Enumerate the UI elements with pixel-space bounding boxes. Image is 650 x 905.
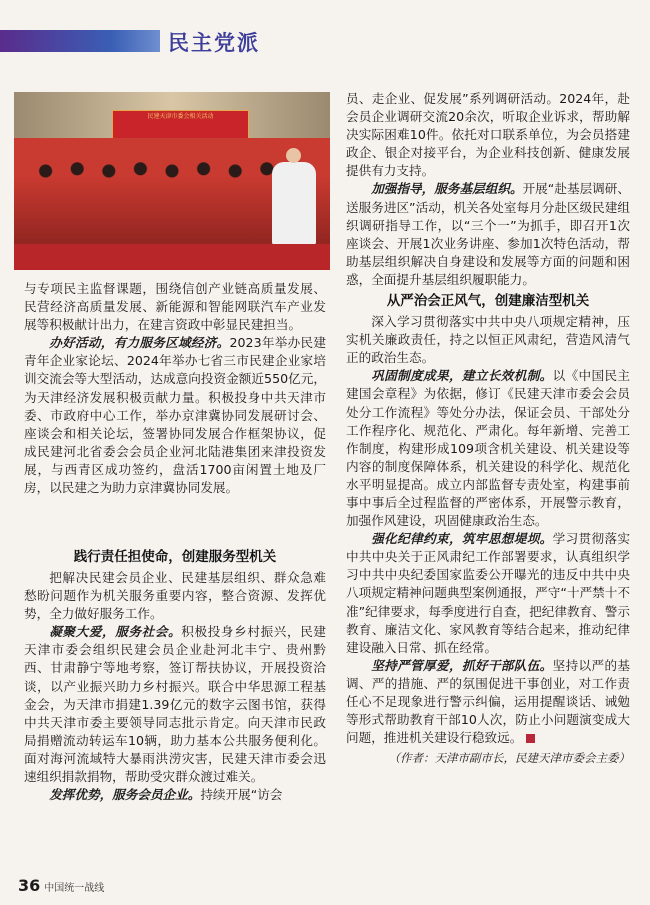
paragraph-lead: 强化纪律约束，筑牢思想堤坝。 [371,531,553,547]
left-column-bottom [24,545,326,804]
paragraph: 员、走企业、促发展”系列调研活动。2024年，赴会员企业调研交流20余次，听取企业诉求，帮助解决实际困难10件。依托对口联系单位，为会员搭建政企、银企对接平台，为企业科技创新、健康发展提供有力支持。 [346,91,630,179]
page-number: 36 [18,876,41,895]
paragraph: 把解决民建会员企业、民建基层组织、群众急难愁盼问题作为机关服务重要内容，整合资源、发挥优势，全力做好服务工作。 [24,570,326,622]
author-signature: （作者：天津市副市长，民建天津市委会主委） [388,751,630,766]
paragraph: 强化纪律约束，筑牢思想堤坝。学习贯彻落实中共中央关于正风肃纪工作部署要求，认真组织学习中共中央纪委国家监委公开曝光的违反中共中央八项规定精神问题典型案例通报，严守“十严禁十不准”纪律要求，每季度进行自查，把纪律教育、警示教育、廉洁文化、家风教育等结合起来，推动纪律建设融入日常、抓在经常。 [346,531,631,655]
paragraph: 深入学习贯彻落实中共中央八项规定精神，压实机关廉政责任，持之以恒正风肃纪，营造风清气正的政治生态。 [346,314,630,366]
paragraph: 巩固制度成果，建立长效机制。以《中国民主建国会章程》为依据，修订《民建天津市委会会员处分工作流程》等处分办法，保证会员、干部处分工作程序化、规范化、严肃化。每年新增、完善工作制度，构建形成109项含机关建设、机关建设等内容的制度保障体系，机关建设的科学化、规范化水平明显提高。成立内部监督专责处室，构建事前事中事后全过程监督的严密体系，开展警示教育，加强作风建设，巩固健康政治生态。 [346,368,631,529]
end-mark-icon [526,734,535,743]
right-column [346,90,630,767]
section-title: 民主党派 [168,31,260,55]
paragraph: 发挥优势，服务会员企业。持续开展“访会 [49,787,283,803]
left-column-top [24,280,326,497]
paragraph: 凝聚大爱，服务社会。积极投身乡村振兴，民建天津市委会组织民建会员企业赴河北丰宁、贵州黔西、甘肃静宁等地考察，签订帮扶协议，开展投资洽谈，以产业振兴助力乡村振兴。联合中华思源工程基金会，为天津市捐建1.39亿元的数字云图书馆，获得中共天津市委主要领导同志批示肯定。向天津市民政局捐赠流动转运车10辆，助力基本公共服务便利化。面对海河流域特大暴雨洪涝灾害，民建天津市委会迅速组织捐款捐物，帮助受灾群众渡过难关。 [24,624,326,785]
paragraph: 与专项民主监督课题，围绕信创产业链高质量发展、民营经济高质量发展、新能源和智能网联汽车产业发展等积极献计出力，在建言资政中彰显民建担当。 [24,281,326,333]
paragraph: 坚持严管厚爱，抓好干部队伍。坚持以严的基调、严的措施、严的氛围促进干事创业，对工作责任心不足现象进行警示纠偏，运用提醒谈话、诫勉等形式帮助教育干部10人次，防止小问题演变成大问题，推进机关建设行稳致远。 [346,657,631,746]
paragraph-lead: 发挥优势，服务会员企业。 [49,787,201,803]
paragraph-lead: 坚持严管厚爱，抓好干部队伍。 [371,657,553,673]
photo-seated-guest [272,162,316,246]
paragraph: 办好活动，有力服务区域经济。2023年举办民建青年企业家论坛、2024年举办七省三市民建企业家培训交流会等大型活动，达成意向投资金额近550亿元，为天津经济发展积极贡献力量。积极投身中共天津市委、市政府中心工作，举办京津冀协同发展研讨会、座谈会和相关论坛，签署协同发展合作框架协议，促成民建河北省委会会员企业河北陆港集团来津投资发展，与西青区成功签约，盘活1700亩闲置土地及厂房，以民建之为助力京津冀协同发展。 [24,335,326,496]
section-heading: 从严治会正风气，创建廉洁型机关 [386,293,590,310]
paragraph-lead: 凝聚大爱，服务社会。 [49,624,182,640]
section-header-bar [0,30,160,52]
paragraph-lead: 办好活动，有力服务区域经济。 [49,335,230,351]
group-photo [14,92,330,270]
photo-banner: 民建天津市委会相关活动 [112,110,249,146]
magazine-name: 中国统一战线 [44,883,105,894]
paragraph-lead: 加强指导，服务基层组织。 [371,181,523,197]
paragraph-lead: 巩固制度成果，建立长效机制。 [371,368,553,384]
photo-carpet [14,244,330,270]
section-heading: 践行责任担使命，创建服务型机关 [73,549,277,565]
paragraph: 加强指导，服务基层组织。开展“赴基层调研、送服务进区”活动，机关各处室每月分赴区级民建组织调研指导工作，以“三个一”为抓手，即召开1次座谈会、开展1次业务讲座、参加1次特色活动，帮助基层组织解决自身建设和发展等方面的问题和困惑，全面提升基层组织履职能力。 [346,181,630,287]
page-footer [18,876,104,895]
